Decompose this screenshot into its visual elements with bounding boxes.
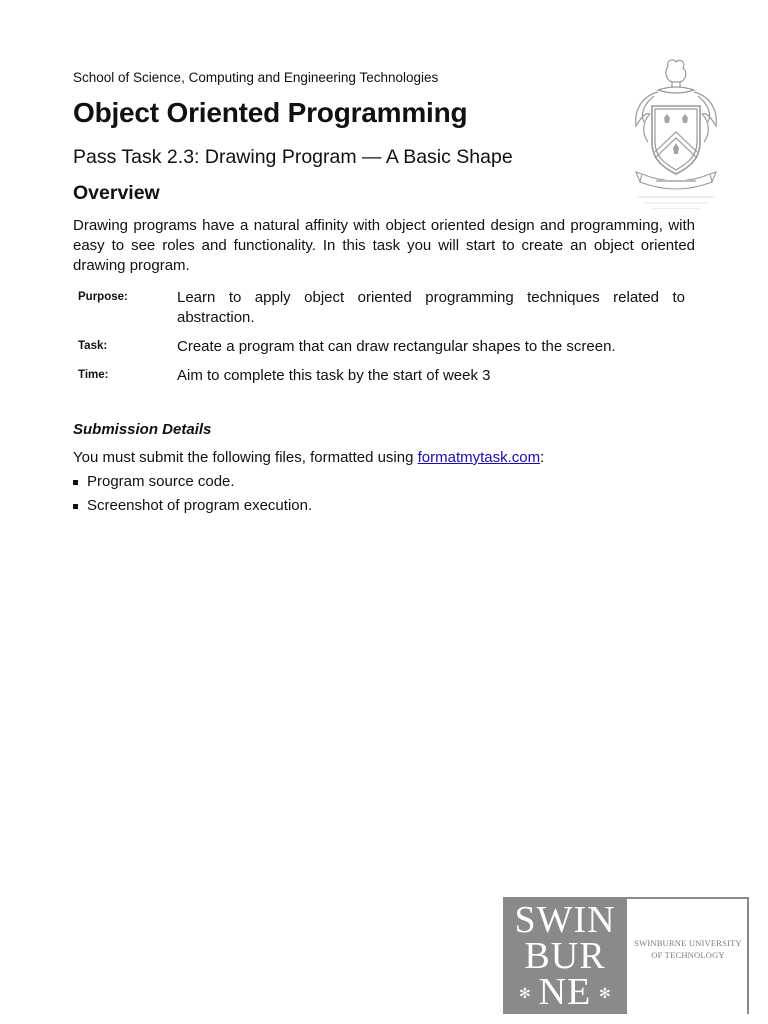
school-name: School of Science, Computing and Engineering Technologies xyxy=(73,70,439,85)
university-logo xyxy=(503,897,751,1016)
list-item-text: Program source code. xyxy=(87,473,235,490)
time-label: Time: xyxy=(78,369,109,381)
logo-text-line3: NE xyxy=(538,971,592,1013)
list-item xyxy=(73,497,312,521)
page-title: Object Oriented Programming xyxy=(73,97,468,128)
university-crest-icon xyxy=(628,56,724,216)
submission-list xyxy=(73,473,312,521)
submission-heading: Submission Details xyxy=(73,421,212,438)
overview-text: Drawing programs have a natural affinity with object oriented design and programming, with easy to see roles and functionality. In this task you will start to create an object oriented drawing program. xyxy=(73,217,695,274)
square-bullet-icon xyxy=(73,504,78,509)
university-name-line1: SWINBURNE UNIVERSITY xyxy=(634,938,742,948)
table-row xyxy=(73,366,695,395)
university-name xyxy=(627,937,749,961)
square-bullet-icon xyxy=(73,480,78,485)
logo-text-line1: SWIN xyxy=(514,899,616,941)
task-subtitle: Pass Task 2.3: Drawing Program — A Basic Shape xyxy=(73,146,513,168)
task-label: Task: xyxy=(78,340,108,352)
star-icon: ✻ xyxy=(519,985,531,1001)
university-name-line2: OF TECHNOLOGY xyxy=(651,950,725,960)
submission-intro-suffix: : xyxy=(540,449,545,466)
list-item xyxy=(73,473,312,497)
purpose-label: Purpose: xyxy=(78,291,128,303)
formatmytask-link[interactable]: formatmytask.com xyxy=(417,449,541,466)
star-icon: ✻ xyxy=(599,985,611,1001)
table-row xyxy=(73,288,695,337)
submission-intro-prefix: You must submit the following files, formatted using xyxy=(73,449,418,466)
list-item-text: Screenshot of program execution. xyxy=(87,497,313,514)
table-row xyxy=(73,337,695,366)
logo-box xyxy=(503,897,627,1014)
logo-text-line2: BUR xyxy=(524,935,606,977)
task-table xyxy=(73,288,695,395)
task-value: Create a program that can draw rectangular shapes to the screen. xyxy=(177,338,616,355)
purpose-value: Learn to apply object oriented programming techniques related to abstraction. xyxy=(177,289,685,326)
overview-heading: Overview xyxy=(73,182,160,204)
submission-intro xyxy=(73,449,544,466)
time-value: Aim to complete this task by the start of week 3 xyxy=(177,367,491,384)
